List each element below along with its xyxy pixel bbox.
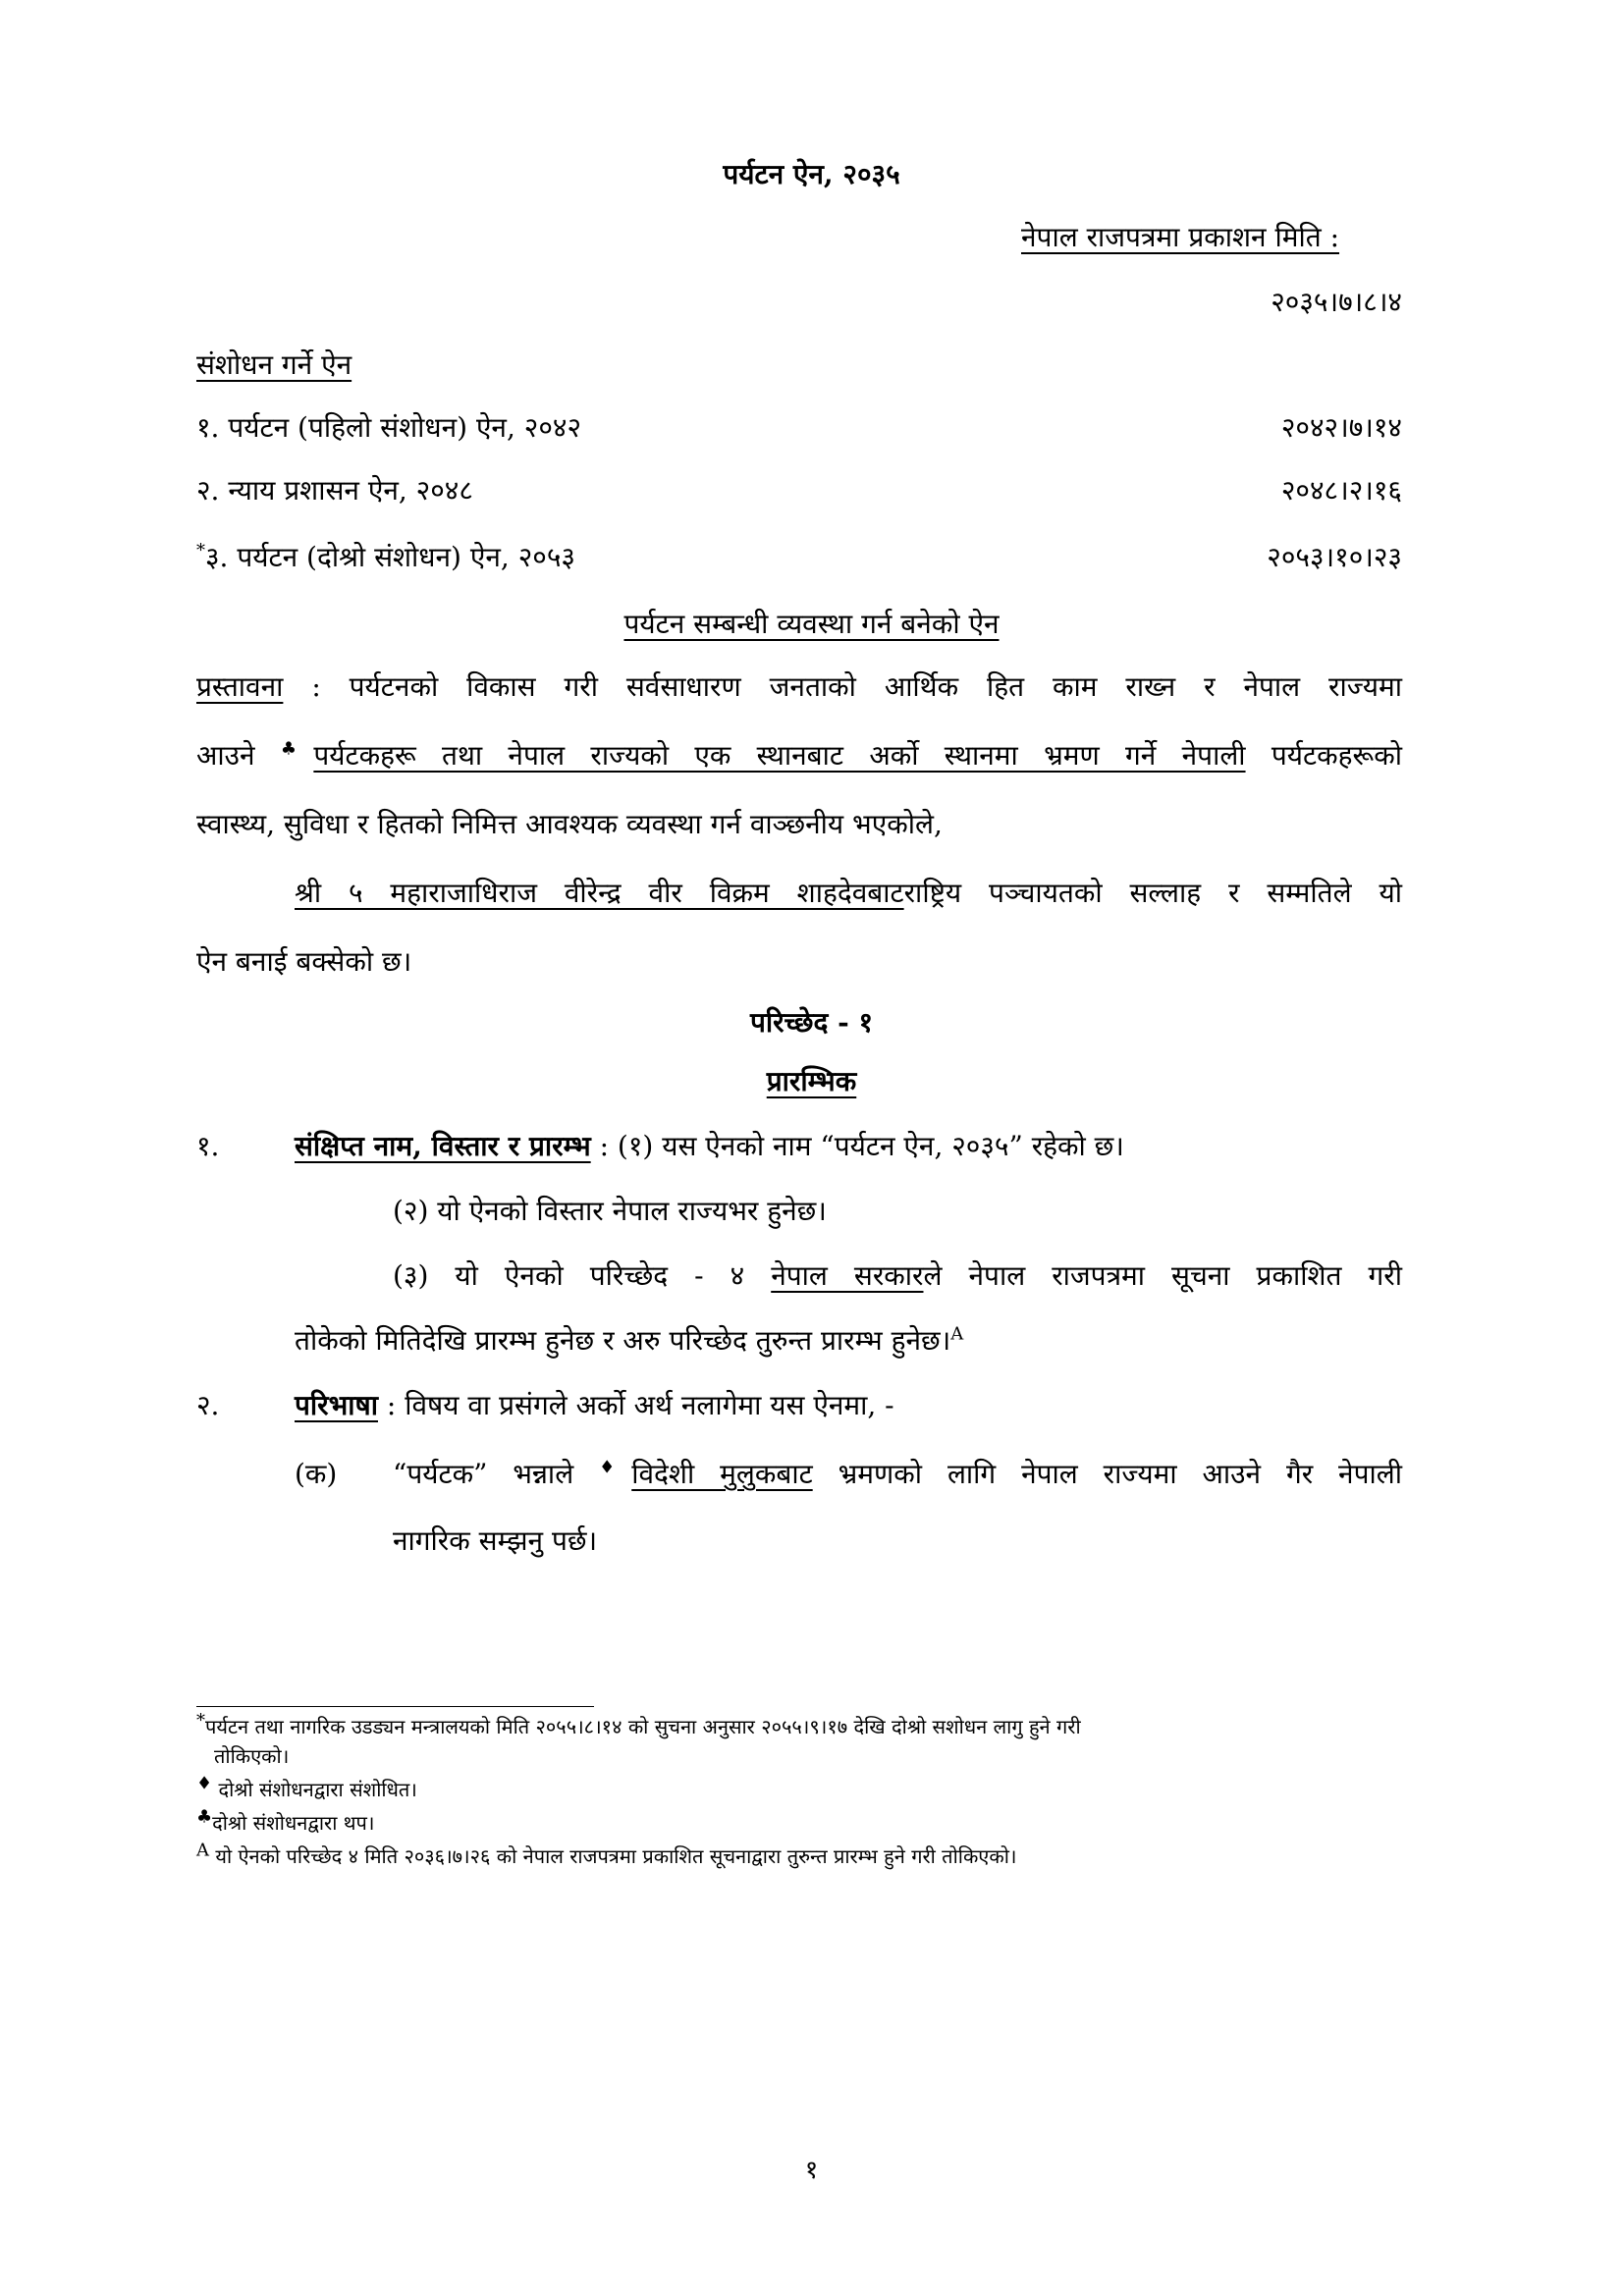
footnote-1-cont: तोकिएको। xyxy=(214,1744,290,1768)
footnote-1: *पर्यटन तथा नागरिक उडड्यन मन्त्रालयको मिति २०५५।८।१४ को सुचना अनुसार २०५५।९।१७ देखि दोश्रो सशोधन लागु हुने गरी xyxy=(196,1710,1081,1738)
clause-ka-line-1: “पर्यटक” भन्नाले ♦विदेशी मुलुकबाट भ्रमणको लागि नेपाल राज्यमा आउने गैर नेपाली xyxy=(393,1457,1402,1490)
section-2-number: २. xyxy=(196,1389,220,1421)
amendment-date-3: २०५३।१०।२३ xyxy=(1267,541,1402,573)
club-mark: ♣ xyxy=(280,738,314,760)
diamond-mark: ♦ xyxy=(599,1457,632,1478)
publication-date: २०३५।७।८।४ xyxy=(1271,286,1402,318)
preamble-line-3: स्वास्थ्य, सुविधा र हितको निमित्त आवश्यक व्यवस्था गर्न वाञ्छनीय भएकोले, xyxy=(196,808,943,840)
preamble-label: प्रस्तावना xyxy=(196,670,284,703)
page-title: पर्यटन ऐन, २०३५ xyxy=(723,158,900,190)
section-1-sub-2: (२) यो ऐनको विस्तार नेपाल राज्यभर हुनेछ। xyxy=(393,1195,827,1227)
footnote-2: ♦ दोश्रो संशोधनद्वारा संशोधित। xyxy=(196,1773,417,1801)
footnote-4: $^A$ यो ऐनको परिच्छेद ४ मिति २०३६।७।२६ को नेपाल राजपत्रमा प्रकाशित सूचनाद्वारा तुरुन्त प्रारम्भ हुने गरी तोकिएको। xyxy=(196,1840,1017,1868)
amendment-date-2: २०४८।२।१६ xyxy=(1280,474,1402,507)
chapter-title: प्रारम्भिक xyxy=(766,1065,857,1097)
section-2-heading: परिभाषा xyxy=(295,1389,378,1421)
publication-label: नेपाल राजपत्रमा प्रकाशन मिति : xyxy=(1021,221,1340,253)
amendment-item-1: १. पर्यटन (पहिलो संशोधन) ऐन, २०४२ xyxy=(196,411,582,444)
footnote-divider xyxy=(196,1706,594,1707)
amendment-item-2: २. न्याय प्रशासन ऐन, २०४८ xyxy=(196,474,473,507)
footnote-mark-asterisk: * xyxy=(196,540,205,561)
page-number: १ xyxy=(804,2156,819,2185)
chapter-number: परिच्छेद - १ xyxy=(749,1006,874,1039)
preamble-line-5: ऐन बनाई बक्सेको छ। xyxy=(196,945,412,978)
footnote-3: ♣दोश्रो संशोधनद्वारा थप। xyxy=(196,1806,375,1835)
clause-ka-line-2: नागरिक सम्झनु पर्छ। xyxy=(393,1524,598,1557)
section-1-sub-3-line-2: तोकेको मितिदेखि प्रारम्भ हुनेछ र अरु परिच्छेद तुरुन्त प्रारम्भ हुनेछ।$^A$ xyxy=(295,1323,964,1357)
section-1-sub-3-line-1: (३) यो ऐनको परिच्छेद - ४ नेपाल सरकारले नेपाल राजपत्रमा सूचना प्रकाशित गरी xyxy=(393,1259,1402,1292)
section-1-number: १. xyxy=(196,1130,220,1162)
preamble-line-2: आउने ♣पर्यटकहरू तथा नेपाल राज्यको एक स्थानबाट अर्को स्थानमा भ्रमण गर्ने नेपाली पर्यटकहरूको xyxy=(196,738,1402,772)
act-purpose-heading: पर्यटन सम्बन्धी व्यवस्था गर्न बनेको ऐन xyxy=(623,608,1000,640)
section-2-line: परिभाषा : विषय वा प्रसंगले अर्को अर्थ नलागेमा यस ऐनमा, - xyxy=(295,1389,894,1421)
clause-ka-label: (क) xyxy=(295,1458,338,1490)
section-1-line: संक्षिप्त नाम, विस्तार र प्रारम्भ : (१) यस ऐनको नाम “पर्यटन ऐन, २०३५” रहेको छ। xyxy=(295,1130,1124,1162)
amendment-date-1: २०४२।७।१४ xyxy=(1280,411,1402,444)
amendments-heading: संशोधन गर्ने ऐन xyxy=(196,348,352,381)
amendment-item-3: *३. पर्यटन (दोश्रो संशोधन) ऐन, २०५३ xyxy=(196,540,575,573)
preamble-line-1: प्रस्तावना : पर्यटनको विकास गरी सर्वसाधारण जनताको आर्थिक हित काम राख्न र नेपाल राज्यमा xyxy=(196,670,1402,703)
footnote-mark-a: A xyxy=(950,1323,964,1345)
preamble-line-4: श्री ५ महाराजाधिराज वीरेन्द्र वीर विक्रम शाहदेवबाटराष्ट्रिय पञ्चायतको सल्लाह र सम्मतिले यो xyxy=(295,877,1402,909)
section-1-heading: संक्षिप्त नाम, विस्तार र प्रारम्भ xyxy=(295,1130,591,1162)
